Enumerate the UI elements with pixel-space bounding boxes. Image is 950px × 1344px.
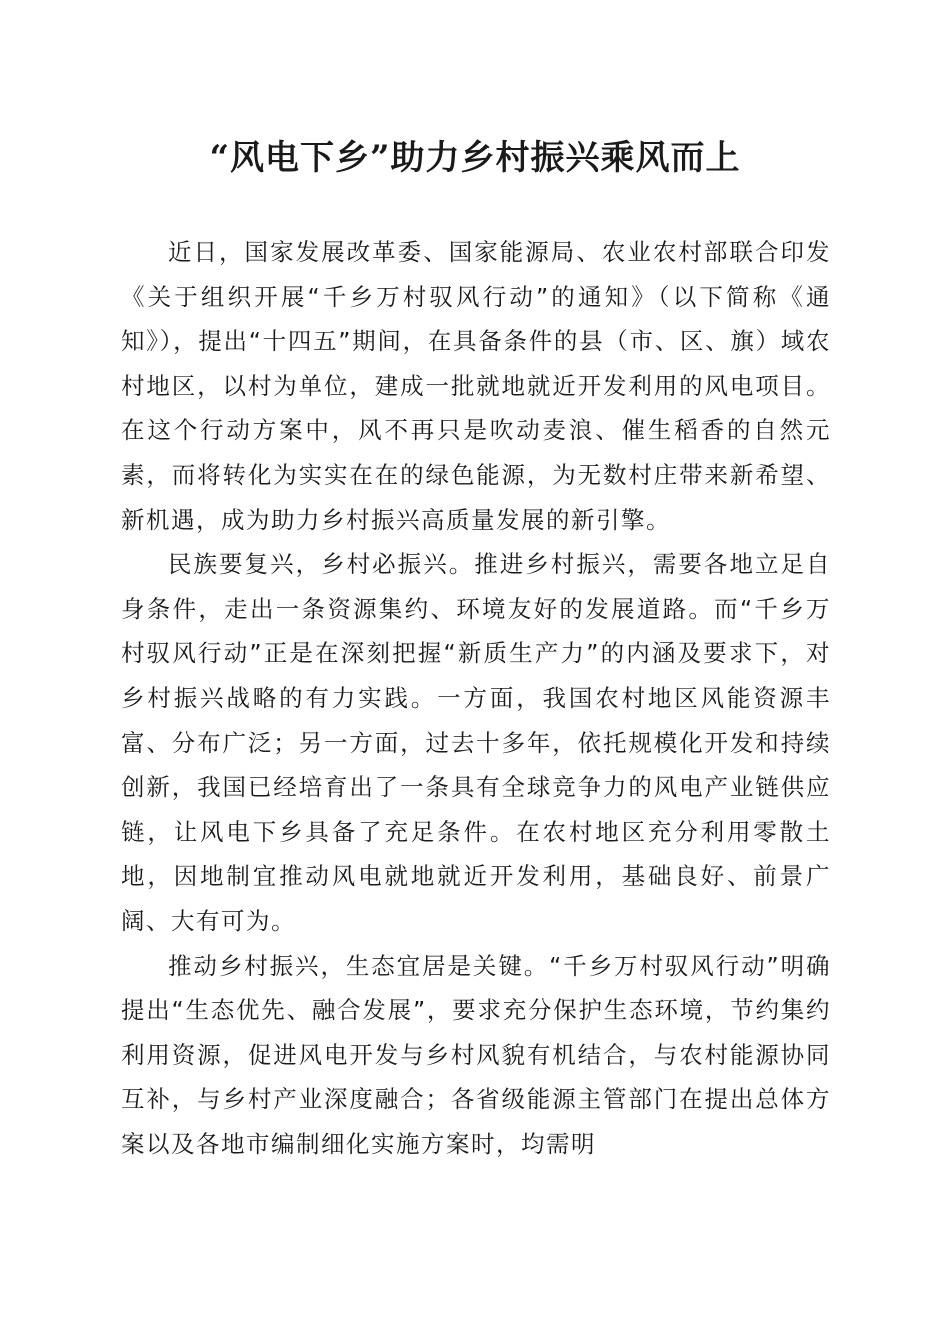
paragraph-3: 推动乡村振兴，生态宜居是关键。“千乡万村驭风行动”明确提出“生态优先、融合发展”，要求充分保护生态环境，节约集约利用资源，促进风电开发与乡村风貌有机结合，与农村能源协同互补，与乡村产业深度融合；各省级能源主管部门在提出总体方案以及各地市编制细化实施方案时，均需明 (121, 951, 831, 1158)
document-body (121, 230, 831, 1166)
paragraph-1: 近日，国家发展改革委、国家能源局、农业农村部联合印发《关于组织开展“千乡万村驭风行动”的通知》（以下简称《通知》），提出“十四五”期间，在具备条件的县（市、区、旗）域农村地区，以村为单位，建成一批就地就近开发利用的风电项目。在这个行动方案中，风不再只是吹动麦浪、催生稻香的自然元素，而将转化为实实在在的绿色能源，为无数村庄带来新希望、新机遇，成为助力乡村振兴高质量发展的新引擎。 (121, 238, 831, 534)
paragraph-2: 民族要复兴，乡村必振兴。推进乡村振兴，需要各地立足自身条件，走出一条资源集约、环境友好的发展道路。而“千乡万村驭风行动”正是在深刻把握“新质生产力”的内涵及要求下，对乡村振兴战略的有力实践。一方面，我国农村地区风能资源丰富、分布广泛；另一方面，过去十多年，依托规模化开发和持续创新，我国已经培育出了一条具有全球竞争力的风电产业链供应链，让风电下乡具备了充足条件。在农村地区充分利用零散土地，因地制宜推动风电就地就近开发利用，基础良好、前景广阔、大有可为。 (121, 550, 831, 935)
document-title: “风电下乡”助力乡村振兴乘风而上 (209, 138, 741, 178)
